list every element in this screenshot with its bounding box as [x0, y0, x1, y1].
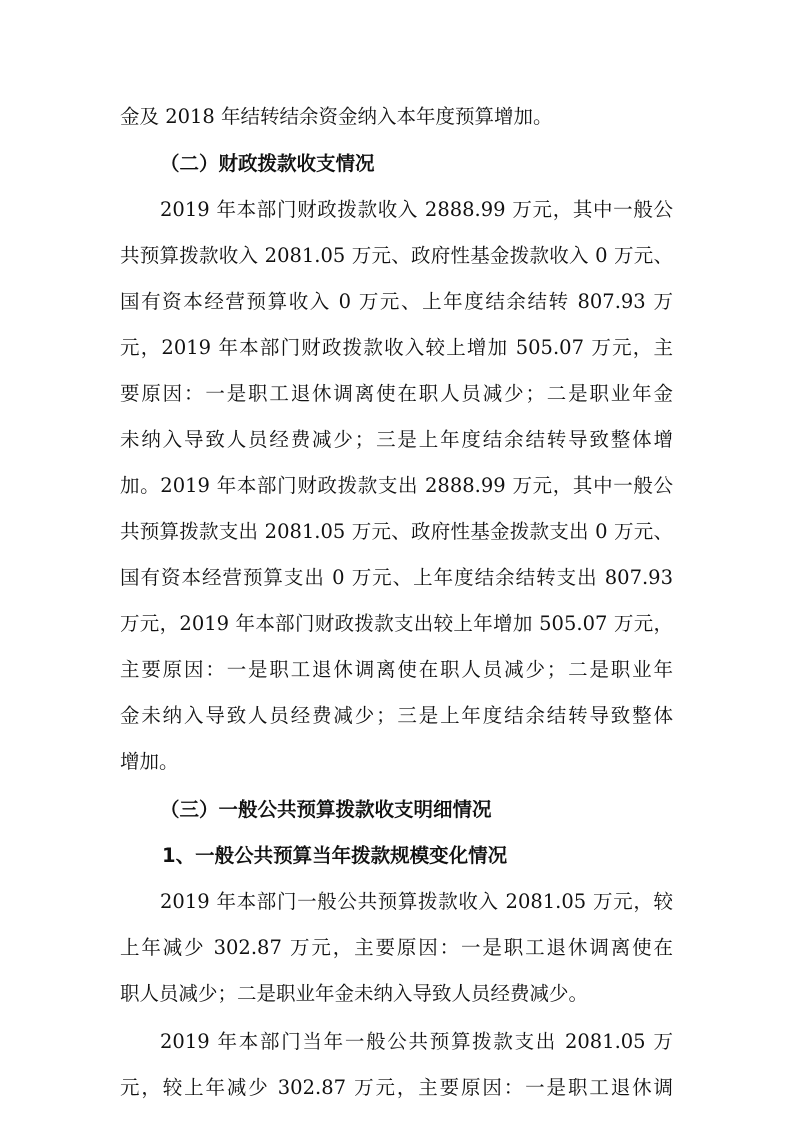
paragraph-line: 增加。: [120, 750, 179, 773]
paragraph-line: 上年减少 302.87 万元，主要原因：一是职工退休调离使在: [120, 936, 673, 959]
paragraph-line: 国有资本经营预算收入 0 万元、上年度结余结转 807.93 万: [120, 290, 673, 313]
paragraph-line: 共预算拨款收入 2081.05 万元、政府性基金拨款收入 0 万元、: [120, 244, 673, 267]
paragraph-line: 主要原因：一是职工退休调离使在职人员减少；二是职业年: [120, 658, 673, 681]
section-heading-general-budget-details: （三）一般公共预算拨款收支明细情况: [160, 798, 492, 821]
paragraph-line: 未纳入导致人员经费减少；三是上年度结余结转导致整体增: [120, 428, 673, 451]
paragraph-line: 2019 年本部门一般公共预算拨款收入 2081.05 万元，较: [160, 890, 673, 913]
paragraph-line: 加。2019 年本部门财政拨款支出 2888.99 万元，其中一般公: [120, 474, 673, 497]
paragraph-line: 元，2019 年本部门财政拨款收入较上增加 505.07 万元，主: [120, 336, 673, 359]
paragraph-line: 2019 年本部门当年一般公共预算拨款支出 2081.05 万: [160, 1030, 673, 1053]
subsection-heading-appropriation-scale: 1、一般公共预算当年拨款规模变化情况: [162, 844, 508, 867]
paragraph-line: 2019 年本部门财政拨款收入 2888.99 万元，其中一般公: [160, 198, 673, 221]
section-heading-fiscal-appropriation: （二）财政拨款收支情况: [160, 152, 375, 175]
paragraph-line: 要原因：一是职工退休调离使在职人员减少；二是职业年金: [120, 382, 673, 405]
paragraph-line: 金未纳入导致人员经费减少；三是上年度结余结转导致整体: [120, 704, 673, 727]
paragraph-line: 元，较上年减少 302.87 万元，主要原因：一是职工退休调: [120, 1076, 673, 1099]
paragraph-line: 职人员减少；二是职业年金未纳入导致人员经费减少。: [120, 982, 589, 1005]
paragraph-line: 国有资本经营预算支出 0 万元、上年度结余结转支出 807.93: [120, 566, 673, 589]
paragraph-line: 共预算拨款支出 2081.05 万元、政府性基金拨款支出 0 万元、: [120, 520, 673, 543]
paragraph-line: 金及 2018 年结转结余资金纳入本年度预算增加。: [120, 105, 553, 128]
paragraph-line: 万元，2019 年本部门财政拨款支出较上年增加 505.07 万元，: [120, 612, 673, 635]
